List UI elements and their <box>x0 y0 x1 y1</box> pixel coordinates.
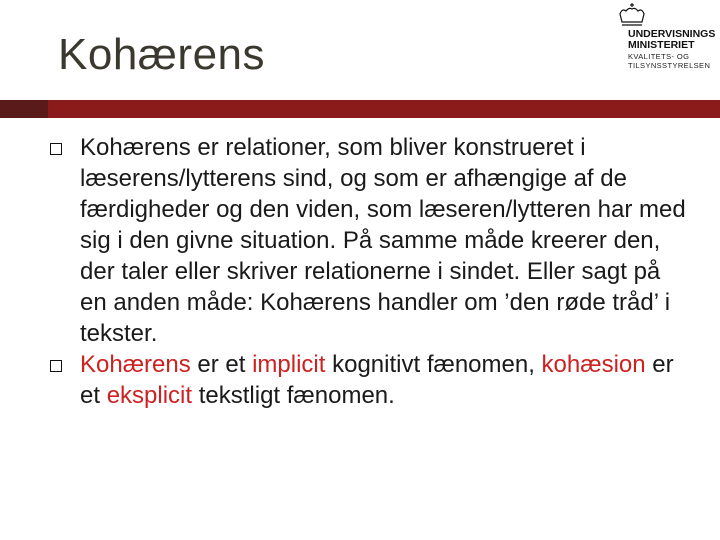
bullet-segment: er et <box>190 351 253 378</box>
bullet-segment: implicit <box>252 351 326 378</box>
bullet-segment: er et <box>80 351 674 409</box>
bullet-segment: kognitivt fænomen, <box>325 351 542 378</box>
crown-icon <box>612 2 720 30</box>
logo-line-2: MINISTERIET <box>628 39 695 51</box>
logo-line-3: KVALITETS- OG <box>628 52 690 61</box>
bullet-segment: kohæsion <box>541 351 646 378</box>
slide-title: Kohærens <box>58 30 266 79</box>
square-bullet-icon <box>50 143 62 155</box>
bullet-segment: tekstligt fænomen. <box>192 382 395 409</box>
bullet-item <box>48 132 688 349</box>
title-rule <box>48 100 720 118</box>
bullet-text: Kohærens er relationer, som bliver konstrueret i læserens/lytterens sind, og som er afhængige af de færdigheder og den viden, som læseren/lytteren har med sig i den givne situation. På samme måde kreerer den, der taler eller skriver relationerne i sindet. Eller sagt på en anden måde: Kohærens handler om ’den røde tråd’ i tekster. <box>80 134 686 347</box>
bullet-segment: Kohærens <box>80 351 191 378</box>
title-rule-left <box>0 100 48 118</box>
ministry-logo <box>612 2 720 72</box>
square-bullet-icon <box>50 360 62 372</box>
bullet-item <box>48 349 688 411</box>
logo-line-4: TILSYNSSTYRELSEN <box>628 61 711 70</box>
logo-line-1: UNDERVISNINGS <box>628 28 716 40</box>
bullet-segment: eksplicit <box>106 382 193 409</box>
bullet-list <box>48 132 688 411</box>
